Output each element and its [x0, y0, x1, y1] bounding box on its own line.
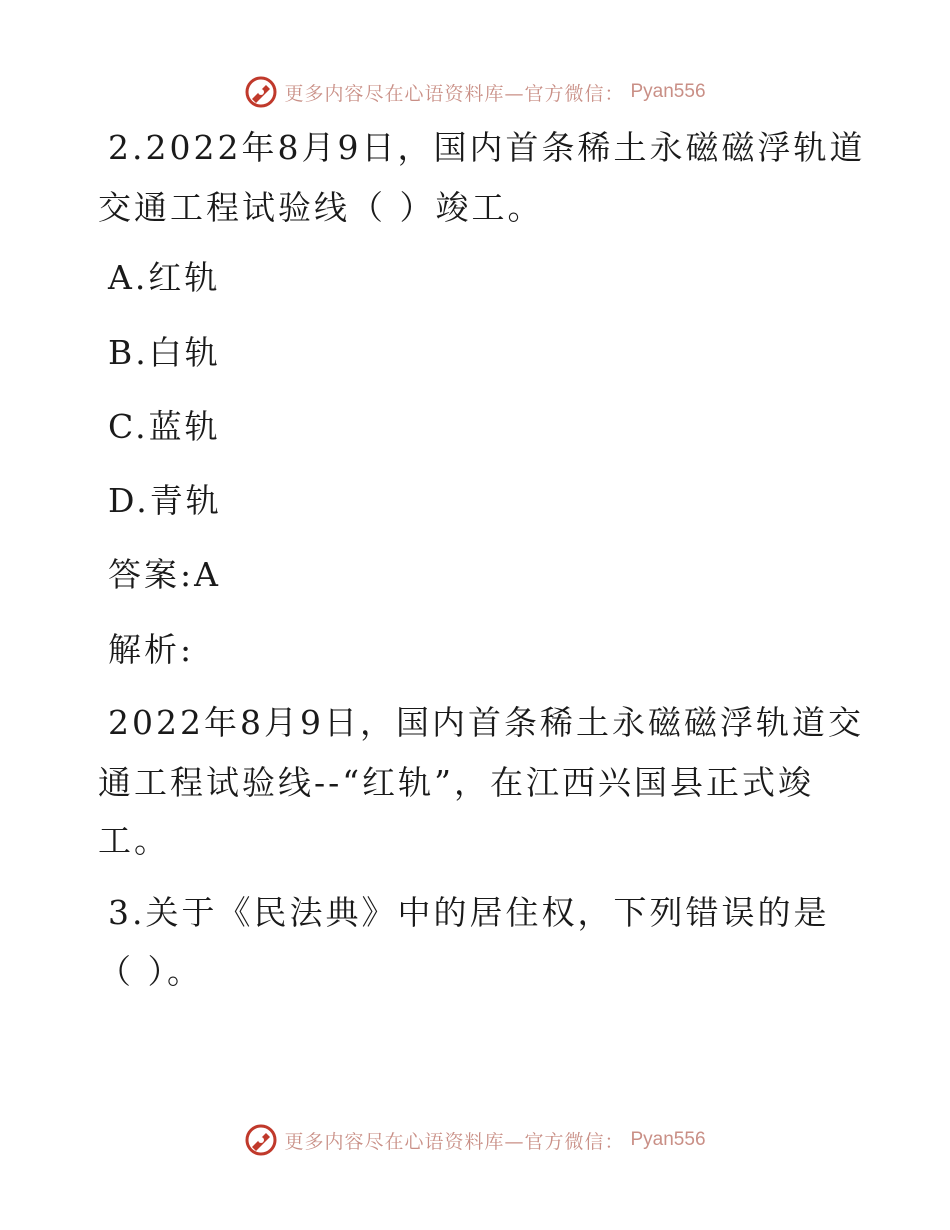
answer-line: 答案:A [108, 555, 221, 594]
question-2-stem-line-2: 交通工程试验线（ ）竣工。 [98, 188, 544, 227]
analysis-line-3: 工。 [98, 821, 170, 860]
header-banner-text: 更多内容尽在心语资料库—官方微信： [284, 82, 625, 105]
pen-logo-icon [244, 1123, 278, 1157]
option-b: B.白轨 [108, 333, 221, 372]
question-3-stem-line-2: （ ）。 [98, 952, 203, 991]
footer-banner-text: 更多内容尽在心语资料库—官方微信： [284, 1130, 625, 1153]
analysis-line-1: 2022年8月9日，国内首条稀土永磁磁浮轨道交 [108, 703, 864, 742]
question-2-stem-line-1: 2.2022年8月9日，国内首条稀土永磁磁浮轨道 [108, 128, 866, 167]
footer-banner [0, 1120, 950, 1160]
option-c: C.蓝轨 [108, 407, 221, 446]
option-a: A.红轨 [108, 258, 221, 297]
analysis-label: 解析: [108, 630, 195, 669]
question-3-stem-line-1: 3.关于《民法典》中的居住权，下列错误的是 [108, 893, 830, 932]
footer-wechat-id: Pyan556 [630, 1129, 706, 1150]
header-wechat-id: Pyan556 [630, 81, 706, 102]
analysis-line-2: 通工程试验线--“红轨”，在江西兴国县正式竣 [98, 763, 815, 802]
option-d: D.青轨 [108, 481, 222, 520]
